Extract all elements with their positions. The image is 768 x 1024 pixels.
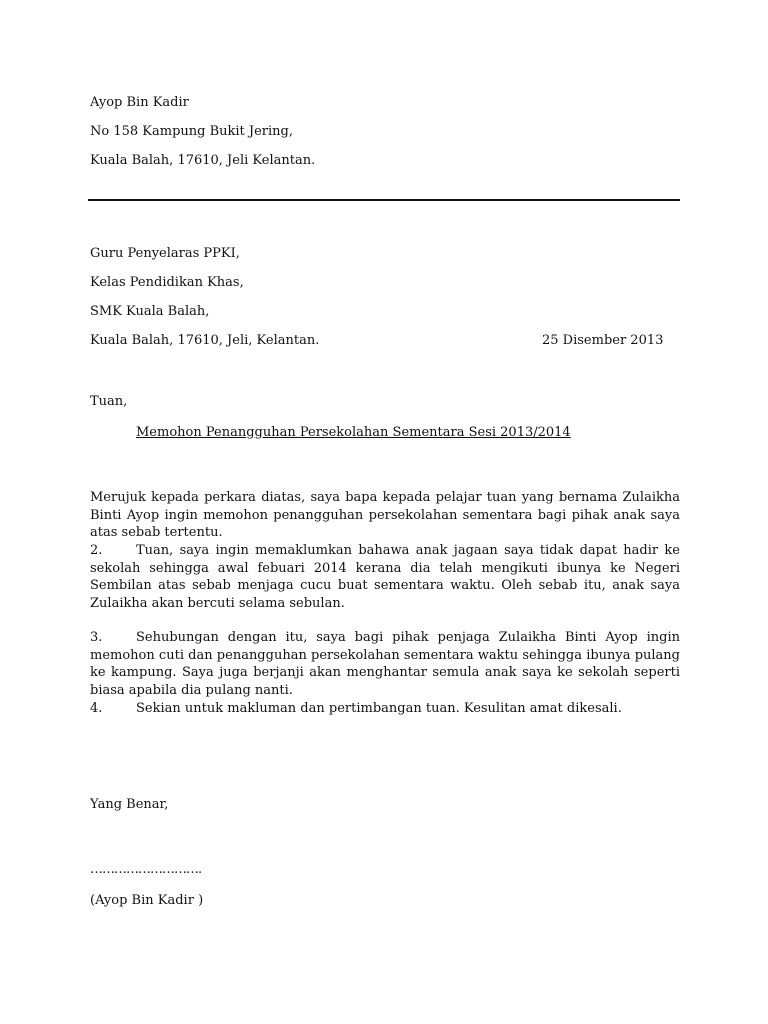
paragraph-3-number: 3. xyxy=(90,630,103,645)
paragraph-2-number: 2. xyxy=(90,543,103,558)
closing-text: Yang Benar, xyxy=(90,797,169,812)
sender-address-line2: Kuala Balah, 17610, Jeli Kelantan. xyxy=(90,153,316,168)
paragraph-3 xyxy=(90,629,680,699)
salutation: Tuan, xyxy=(90,394,128,409)
header-divider xyxy=(88,199,680,201)
recipient-line2: Kelas Pendidikan Khas, xyxy=(90,275,244,290)
paragraph-4 xyxy=(90,700,680,718)
signature-line: ………………………. xyxy=(90,862,202,877)
sender-name: Ayop Bin Kadir xyxy=(90,95,189,110)
signature-name: (Ayop Bin Kadir ) xyxy=(90,893,204,908)
recipient-line3: SMK Kuala Balah, xyxy=(90,304,210,319)
recipient-line4: Kuala Balah, 17610, Jeli, Kelantan. xyxy=(90,333,320,348)
paragraph-3-text: Sehubungan dengan itu, saya bagi pihak penjaga Zulaikha Binti Ayop ingin memohon cuti dan penangguhan persekolahan sementara waktu sehingga ibunya pulang ke kampung. Saya juga berjanji akan menghantar semula anak saya ke sekolah seperti biasa apabila dia pulang nanti. xyxy=(90,630,680,698)
paragraph-2-text: Tuan, saya ingin memaklumkan bahawa anak jagaan saya tidak dapat hadir ke sekolah sehingga awal febuari 2014 kerana dia telah mengikuti ibunya ke Negeri Sembilan atas sebab menjaga cucu buat sementara waktu. Oleh sebab itu, anak saya Zulaikha akan bercuti selama sebulan. xyxy=(90,543,680,611)
paragraph-4-number: 4. xyxy=(90,701,103,716)
letter-date: 25 Disember 2013 xyxy=(542,333,664,348)
sender-address-line1: No 158 Kampung Bukit Jering, xyxy=(90,124,294,139)
letter-subject: Memohon Penangguhan Persekolahan Sementara Sesi 2013/2014 xyxy=(136,425,571,440)
paragraph-4-text: Sekian untuk makluman dan pertimbangan tuan. Kesulitan amat dikesali. xyxy=(136,701,622,716)
paragraph-2 xyxy=(90,542,680,612)
recipient-line1: Guru Penyelaras PPKI, xyxy=(90,246,240,261)
paragraph-1: Merujuk kepada perkara diatas, saya bapa kepada pelajar tuan yang bernama Zulaikha Binti Ayop ingin memohon penangguhan persekolahan sementara bagi pihak anak saya atas sebab tertentu. xyxy=(90,490,680,540)
